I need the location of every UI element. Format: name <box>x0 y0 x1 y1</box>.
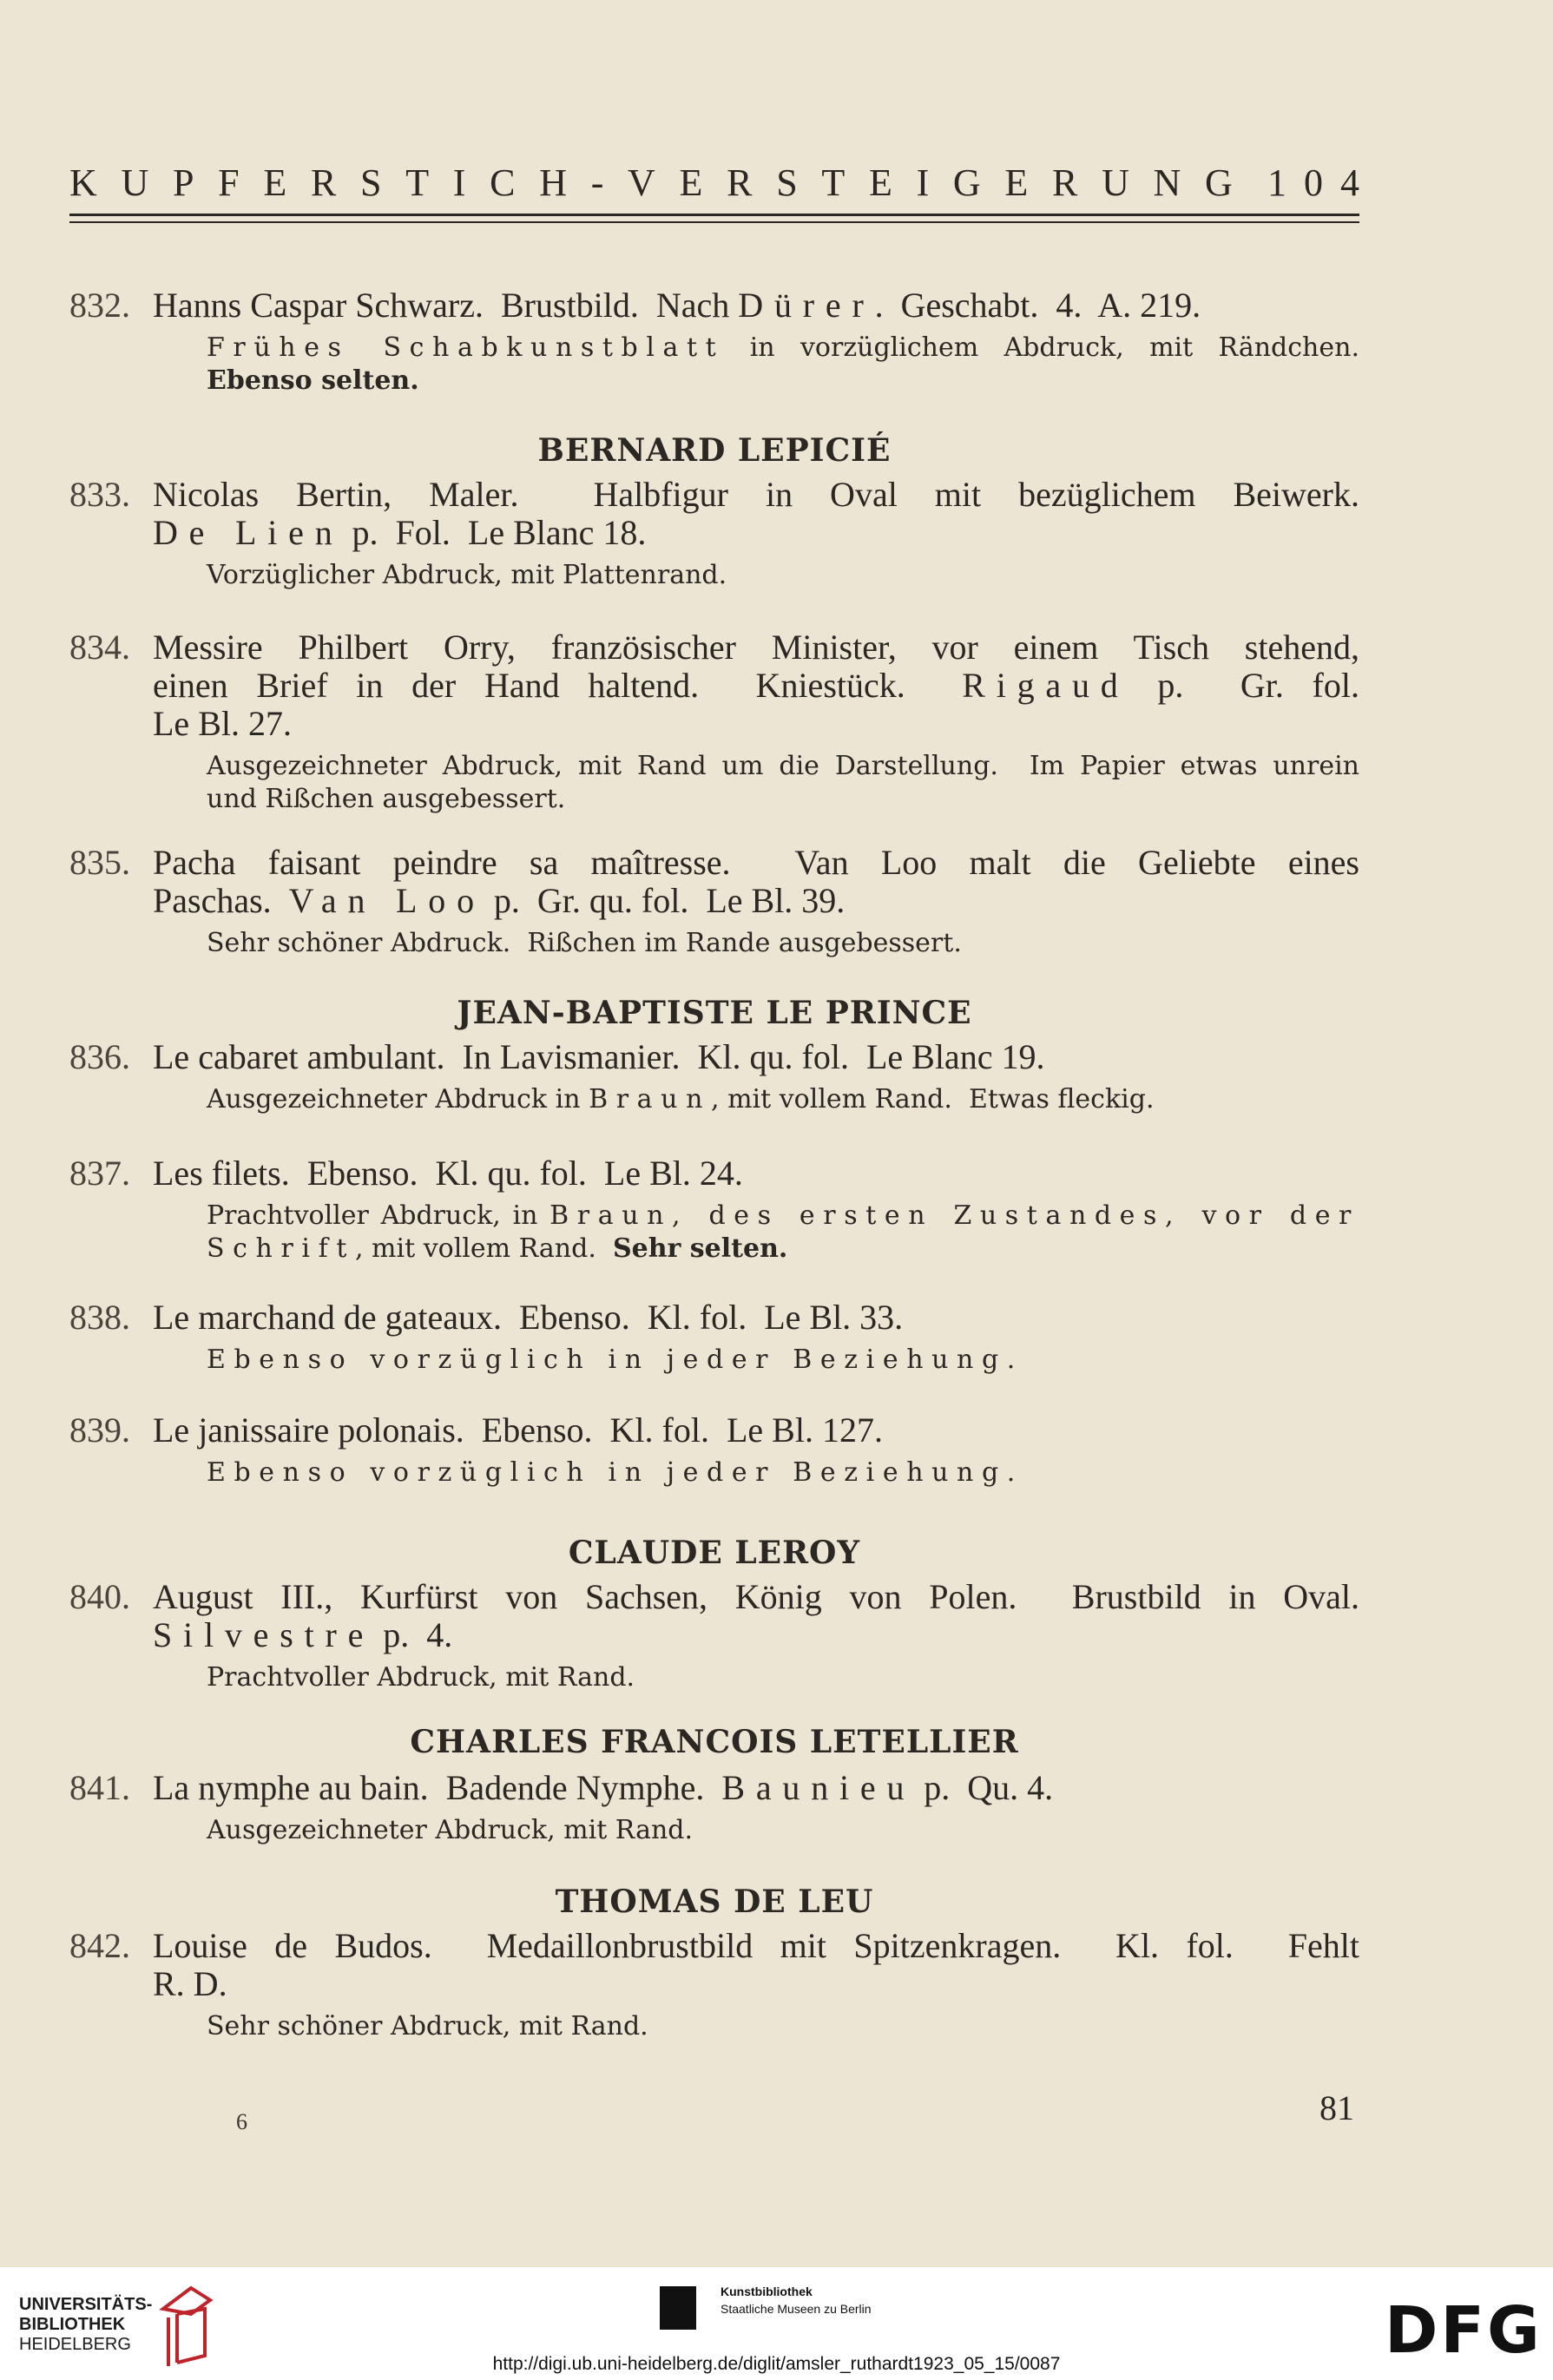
entry-842 <box>69 1927 1359 2043</box>
running-head-letter: K <box>69 161 97 204</box>
running-head-letter: U <box>1102 161 1129 204</box>
running-head-letter: V <box>628 161 655 204</box>
entry-line: einen Brief in der Hand haltend. Kniestück. Rigaud p. Gr. fol. <box>153 666 1359 705</box>
university-line-2: BIBLIOTHEK <box>19 2315 126 2334</box>
running-head-letter: H <box>539 161 567 204</box>
entry-number: 837. <box>69 1154 130 1193</box>
running-head-letter: E <box>1004 161 1029 204</box>
entry-line: 841. La nymphe au bain. Badende Nymphe. Baunieu p. Qu. 4. <box>69 1768 1054 1807</box>
entry-835 <box>69 844 1359 960</box>
running-head-digit: 0 <box>1304 161 1323 204</box>
entry-number: 838. <box>69 1298 130 1337</box>
running-head-letter: N <box>1153 161 1181 204</box>
head-rule-thick <box>69 214 1359 216</box>
entry-number: 834. <box>69 628 130 667</box>
entry-840 <box>69 1578 1359 1694</box>
kunstbibliothek-label <box>721 2283 872 2318</box>
entry-line: 842. Louise de Budos. Medaillonbrustbild mit Spitzenkragen. Kl. fol. Fehlt <box>69 1926 1359 1965</box>
artist-heading-letellier: CHARLES FRANCOIS LETELLIER <box>410 1724 1019 1760</box>
entry-line: 838. Le marchand de gateaux. Ebenso. Kl. fol. Le Bl. 33. <box>69 1298 904 1337</box>
entry-837 <box>69 1154 1359 1266</box>
entry-number: 832. <box>69 286 130 325</box>
entry-line: De Lien p. Fol. Le Blanc 18. <box>153 513 647 552</box>
running-head-digit: 4 <box>1340 161 1359 204</box>
entry-note: Sehr schöner Abdruck. Rißchen im Rande ausgebessert. <box>207 928 962 958</box>
entry-line: 840. August III., Kurfürst von Sachsen, König von Polen. Brustbild in Oval. <box>69 1577 1359 1616</box>
running-head-letter: E <box>868 161 892 204</box>
head-rule-thin <box>69 221 1359 223</box>
entry-833 <box>69 476 1359 592</box>
entry-note: Ebenso selten. <box>207 365 419 396</box>
museum-subtitle: Staatliche Museen zu Berlin <box>721 2302 872 2316</box>
dfg-logo: DFG <box>1385 2293 1543 2368</box>
running-head-letter: C <box>490 161 516 204</box>
entry-line: 836. Le cabaret ambulant. In Lavismanier. Kl. qu. fol. Le Blanc 19. <box>69 1037 1045 1076</box>
running-head-letter: R <box>727 161 753 204</box>
museum-name: Kunstbibliothek <box>721 2285 813 2298</box>
artist-heading-deleu: THOMAS DE LEU <box>555 1884 874 1920</box>
entry-841 <box>69 1769 1359 1847</box>
entry-note: Ebenso vorzüglich in jeder Beziehung. <box>207 1345 1023 1375</box>
entry-line: 832. Hanns Caspar Schwarz. Brustbild. Nach Dürer. Geschabt. 4. A. 219. <box>69 286 1201 325</box>
artist-heading-leprince: JEAN-BAPTISTE LE PRINCE <box>457 995 972 1031</box>
permalink-url[interactable]: http://digi.ub.uni-heidelberg.de/diglit/amsler_ruthardt1923_05_15/0087 <box>492 2354 1061 2374</box>
entry-line: Silvestre p. 4. <box>153 1615 453 1654</box>
entry-note: Prachtvoller Abdruck, mit Rand. <box>207 1662 635 1693</box>
running-head <box>69 161 1359 205</box>
running-head-letter: I <box>916 161 930 204</box>
running-head-letter: R <box>1052 161 1078 204</box>
entry-number: 840. <box>69 1577 130 1616</box>
entry-note: Ausgezeichneter Abdruck, mit Rand um die Darstellung. Im Papier etwas unrein <box>207 751 1359 781</box>
entry-note: Frühes Schabkunstblatt in vorzüglichem Abdruck, mit Rändchen. <box>207 332 1359 363</box>
entry-note: Prachtvoller Abdruck, in Braun, des ersten Zustandes, vor der <box>207 1200 1359 1231</box>
running-head-letter: G <box>1205 161 1233 204</box>
artist-heading-leroy: CLAUDE LEROY <box>568 1535 861 1571</box>
running-head-letter: - <box>590 161 604 204</box>
entry-line: 835. Pacha faisant peindre sa maîtresse. Van Loo malt die Geliebte eines <box>69 843 1359 882</box>
entry-line: 839. Le janissaire polonais. Ebenso. Kl. fol. Le Bl. 127. <box>69 1410 883 1450</box>
entry-number: 839. <box>69 1410 130 1450</box>
entry-line: 833. Nicolas Bertin, Maler. Halbfigur in Oval mit bezüglichem Beiwerk. <box>69 475 1359 514</box>
entry-note: Ausgezeichneter Abdruck in Braun, mit vollem Rand. Etwas fleckig. <box>207 1084 1155 1114</box>
entry-line: Le Bl. 27. <box>153 704 292 743</box>
entry-838 <box>69 1298 1359 1377</box>
entry-line: 837. Les filets. Ebenso. Kl. qu. fol. Le Bl. 24. <box>69 1154 743 1193</box>
entry-note: Ebenso vorzüglich in jeder Beziehung. <box>207 1457 1023 1488</box>
running-head-letter: R <box>310 161 337 204</box>
entry-839 <box>69 1411 1359 1489</box>
running-head-letter: U <box>121 161 149 204</box>
entry-line: Paschas. Van Loo p. Gr. qu. fol. Le Bl. 39. <box>153 881 846 920</box>
running-head-letter: E <box>679 161 703 204</box>
running-head-letter: S <box>360 161 382 204</box>
entry-number: 842. <box>69 1926 130 1965</box>
running-head-letter: S <box>776 161 798 204</box>
university-line-1: UNIVERSITÄTS- <box>19 2295 153 2314</box>
running-head-letter: P <box>172 161 194 204</box>
entry-note: Vorzüglicher Abdruck, mit Plattenrand. <box>207 560 727 590</box>
running-head-letter: I <box>452 161 466 204</box>
kunstbibliothek-logo-icon <box>660 2286 696 2330</box>
folio-number: 81 <box>1319 2088 1354 2127</box>
entry-note: Schrift, mit vollem Rand. Sehr selten. <box>207 1233 788 1264</box>
entry-line: 834. Messire Philbert Orry, französischer Minister, vor einem Tisch stehend, <box>69 628 1359 667</box>
running-head-letter: F <box>218 161 240 204</box>
signature-mark: 6 <box>236 2109 247 2134</box>
entry-line: R. D. <box>153 1964 227 2003</box>
running-head-title <box>69 161 1233 205</box>
entry-note: Sehr schöner Abdruck, mit Rand. <box>207 2011 648 2041</box>
running-head-number <box>1267 161 1359 205</box>
entry-number: 836. <box>69 1037 130 1076</box>
running-head-digit: 1 <box>1267 161 1286 204</box>
running-head-letter: T <box>821 161 846 204</box>
running-head-letter: E <box>263 161 287 204</box>
entry-number: 833. <box>69 475 130 514</box>
university-library-label <box>19 2295 152 2355</box>
entry-836 <box>69 1038 1359 1116</box>
entry-number: 835. <box>69 843 130 882</box>
digitization-footer <box>0 2267 1553 2380</box>
entry-note: Ausgezeichneter Abdruck, mit Rand. <box>207 1815 694 1845</box>
university-line-3: HEIDELBERG <box>19 2335 131 2354</box>
running-head-letter: G <box>952 161 981 204</box>
entry-number: 841. <box>69 1768 130 1807</box>
entry-note: und Rißchen ausgebessert. <box>207 784 566 814</box>
entry-832 <box>69 286 1359 398</box>
running-head-letter: T <box>405 161 430 204</box>
artist-heading-lepicie: BERNARD LEPICIÉ <box>537 432 892 469</box>
entry-834 <box>69 628 1359 816</box>
